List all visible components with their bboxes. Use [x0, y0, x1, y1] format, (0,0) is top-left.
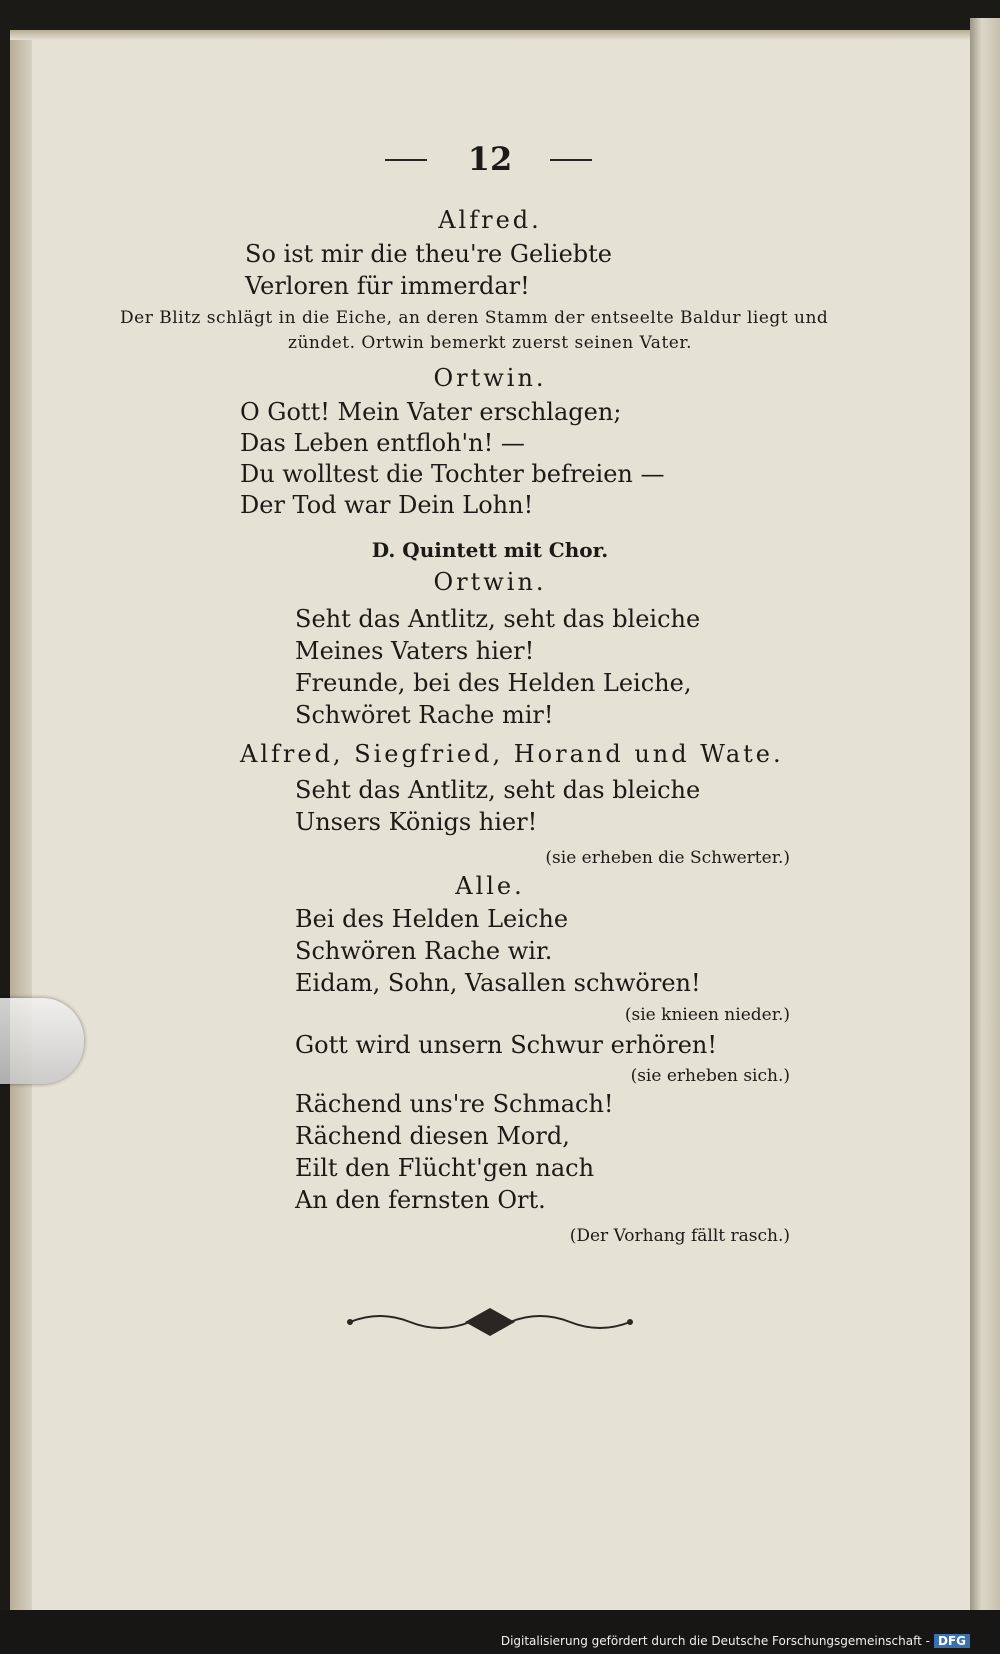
credit-text: Digitalisierung gefördert durch die Deutsche Forschungsgemeinschaft - — [500, 1634, 930, 1648]
verse-line: Seht das Antlitz, seht das bleiche — [295, 776, 701, 804]
speaker-name: Alfred. — [438, 206, 542, 234]
verse-line: Eilt den Flücht'gen nach — [295, 1154, 595, 1182]
dfg-logo: DFG — [934, 1634, 970, 1648]
book-page — [10, 30, 970, 1610]
speaker-name: Alfred, Siegfried, Horand und Wate. — [240, 740, 784, 768]
verse-line: So ist mir die theu're Geliebte — [245, 240, 612, 268]
verse-line: An den fernsten Ort. — [295, 1186, 546, 1214]
verse-line: Gott wird unsern Schwur erhören! — [295, 1031, 718, 1059]
speaker-name: Ortwin. — [433, 568, 547, 596]
stage-direction: (sie knieen nieder.) — [624, 1005, 790, 1025]
page-edge — [10, 30, 32, 1610]
verse-line: Freunde, bei des Helden Leiche, — [295, 669, 692, 697]
page-number-right-ornament — [550, 159, 592, 161]
verse-line: O Gott! Mein Vater erschlagen; — [240, 398, 622, 426]
verse-line: Du wolltest die Tochter befreien — — [240, 460, 665, 488]
stage-direction: (Der Vorhang fällt rasch.) — [569, 1226, 790, 1246]
verse-line: Das Leben entfloh'n! — — [240, 429, 525, 457]
verse-line: Schwören Rache wir. — [295, 937, 553, 965]
verse-line: Seht das Antlitz, seht das bleiche — [295, 605, 701, 633]
speaker-name: Ortwin. — [433, 364, 547, 392]
verse-line: Bei des Helden Leiche — [295, 905, 569, 933]
stage-direction: zündet. Ortwin bemerkt zuerst seinen Vater. — [288, 333, 692, 353]
verse-line: Rächend diesen Mord, — [295, 1122, 570, 1150]
verse-line: Meines Vaters hier! — [295, 637, 535, 665]
adjacent-page-edge — [970, 18, 1000, 1618]
ornament-divider — [340, 1302, 640, 1342]
verse-line: Der Tod war Dein Lohn! — [240, 491, 534, 519]
stage-direction: (sie erheben die Schwerter.) — [545, 848, 790, 868]
section-heading: D. Quintett mit Chor. — [371, 538, 609, 562]
verse-line: Unsers Königs hier! — [295, 808, 538, 836]
speaker-name: Alle. — [455, 872, 525, 900]
scanner-thumb-overlay — [0, 998, 84, 1084]
page-edge — [10, 30, 970, 40]
verse-line: Verloren für immerdar! — [245, 272, 530, 300]
stage-direction: Der Blitz schlägt in die Eiche, an deren Stamm der entseelte Baldur liegt und — [120, 308, 829, 328]
stage-direction: (sie erheben sich.) — [630, 1066, 790, 1086]
page-number: 12 — [467, 140, 513, 178]
verse-line: Schwöret Rache mir! — [295, 701, 554, 729]
digitization-credit — [501, 1634, 970, 1648]
verse-line: Rächend uns're Schmach! — [295, 1090, 614, 1118]
verse-line: Eidam, Sohn, Vasallen schwören! — [295, 969, 701, 997]
